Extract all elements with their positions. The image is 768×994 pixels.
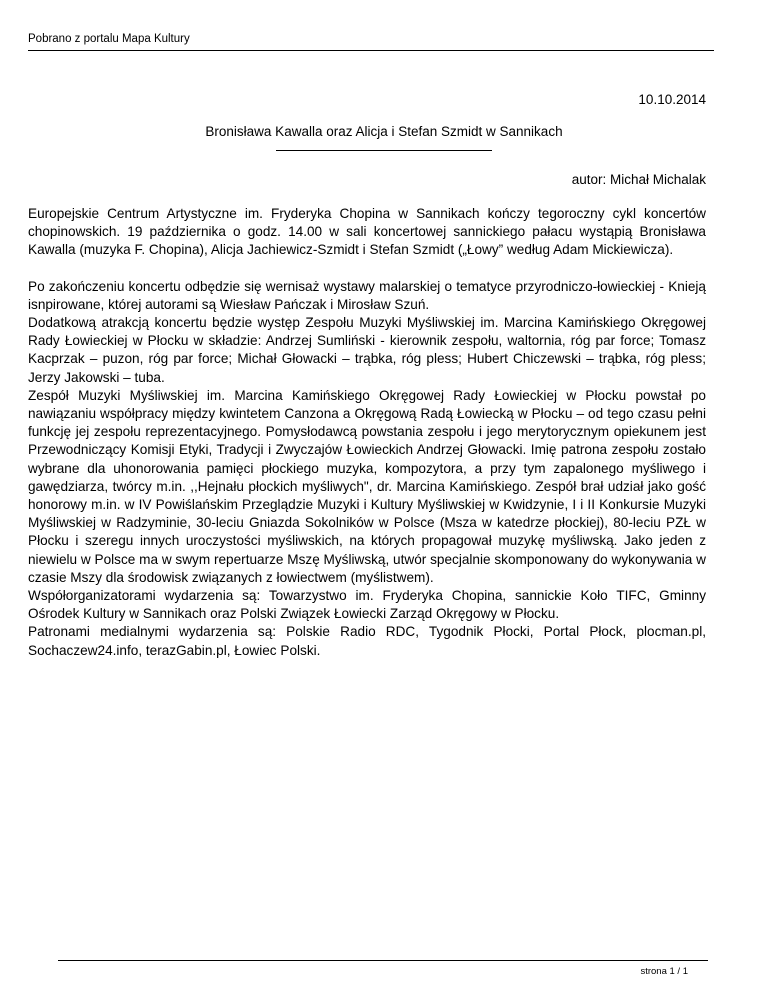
article-paragraph: Po zakończeniu koncertu odbędzie się wernisaż wystawy malarskiej o tematyce przyrodniczo-łowieckiej - Knieją isnpirowane, której autorami są Wiesław Pańczak i Mirosław Szuń. [28,278,706,312]
article-paragraph: Dodatkową atrakcją koncertu będzie występ Zespołu Muzyki Myśliwskiej im. Marcina Kamińskiego Okręgowej Rady Łowieckiej w Płocku w składzie: Andrzej Sumliński - kierownik zespołu, waltornia, róg par force; Tomasz Kacprzak – puzon, róg par force; Michał Głowacki – trąbka, róg pless; Hubert Chiczewski – trąbka, róg pless; Jerzy Jakowski – tuba. [28,315,706,385]
title-underline [276,150,492,151]
article-paragraph: Zespół Muzyki Myśliwskiej im. Marcina Kamińskiego Okręgowej Rady Łowieckiej w Płocku powstał po nawiązaniu współpracy między kwintetem Canzona a Okręgową Radą Łowiecką w Płocku – od tego czasu pełni funkcję jej zespołu reprezentacyjnego. Pomysłodawcą powstania zespołu i jego merytorycznym opiekunem jest Przewodniczący Komisji Etyki, Tradycji i Zwyczajów Łowieckich Andrzej Głowacki. Imię patrona zespołu zostało wybrane dla uhonorowania pamięci płockiego muzyka, kompozytora, a przy tym zapalonego myśliwego i gawędziarza, twórcy m.in. ,,Hejnału płockich myśliwych", dr. Marcina Kamińskiego. Zespół brał udział jako gość honorowy m.in. w IV Powiślańskim Przeglądzie Muzyki i Kultury Myśliwskiej w Kwidzynie, I i II Konkursie Muzyki Myśliwskiej w Radzyminie, 30-leciu Gniazda Sokolników w Polsce (Msza w katedrze płockiej), 80-leciu PZŁ w Płocku i szeregu innych uroczystości myśliwskich, na których propagował muzykę myśliwską. Jako jeden z niewielu w Polsce ma w swym repertuarze Mszę Myśliwską, utwór specjalnie skomponowany do wykonywania w czasie Mszy dla środowisk związanych z łowiectwem (myślistwem). [28,387,706,585]
article-paragraph: Współorganizatorami wydarzenia są: Towarzystwo im. Fryderyka Chopina, sannickie Koło TIFC, Gminny Ośrodek Kultury w Sannikach oraz Polski Związek Łowiecki Zarząd Okręgowy w Płocku. [28,588,706,622]
article-author: autor: Michał Michalak [571,172,706,187]
page-header-source: Pobrano z portalu Mapa Kultury [28,33,190,45]
article-title: Bronisława Kawalla oraz Alicja i Stefan Szmidt w Sannikach [205,124,563,139]
footer-divider [58,960,708,961]
article-body [28,205,706,660]
article-date: 10.10.2014 [638,92,706,107]
article-paragraph: Patronami medialnymi wydarzenia są: Polskie Radio RDC, Tygodnik Płocki, Portal Płock, plocman.pl, Sochaczew24.info, terazGabin.pl, Łowiec Polski. [28,624,706,658]
article-paragraph: Europejskie Centrum Artystyczne im. Fryderyka Chopina w Sannikach kończy tegoroczny cykl koncertów chopinowskich. 19 października o godz. 14.00 w sali koncertowej sannickiego pałacu wystąpią Bronisława Kawalla (muzyka F. Chopina), Alicja Jachiewicz-Szmidt i Stefan Szmidt („Łowy” według Adam Mickiewicza). [28,206,706,258]
page-number: strona 1 / 1 [640,966,688,977]
header-divider [28,50,714,51]
